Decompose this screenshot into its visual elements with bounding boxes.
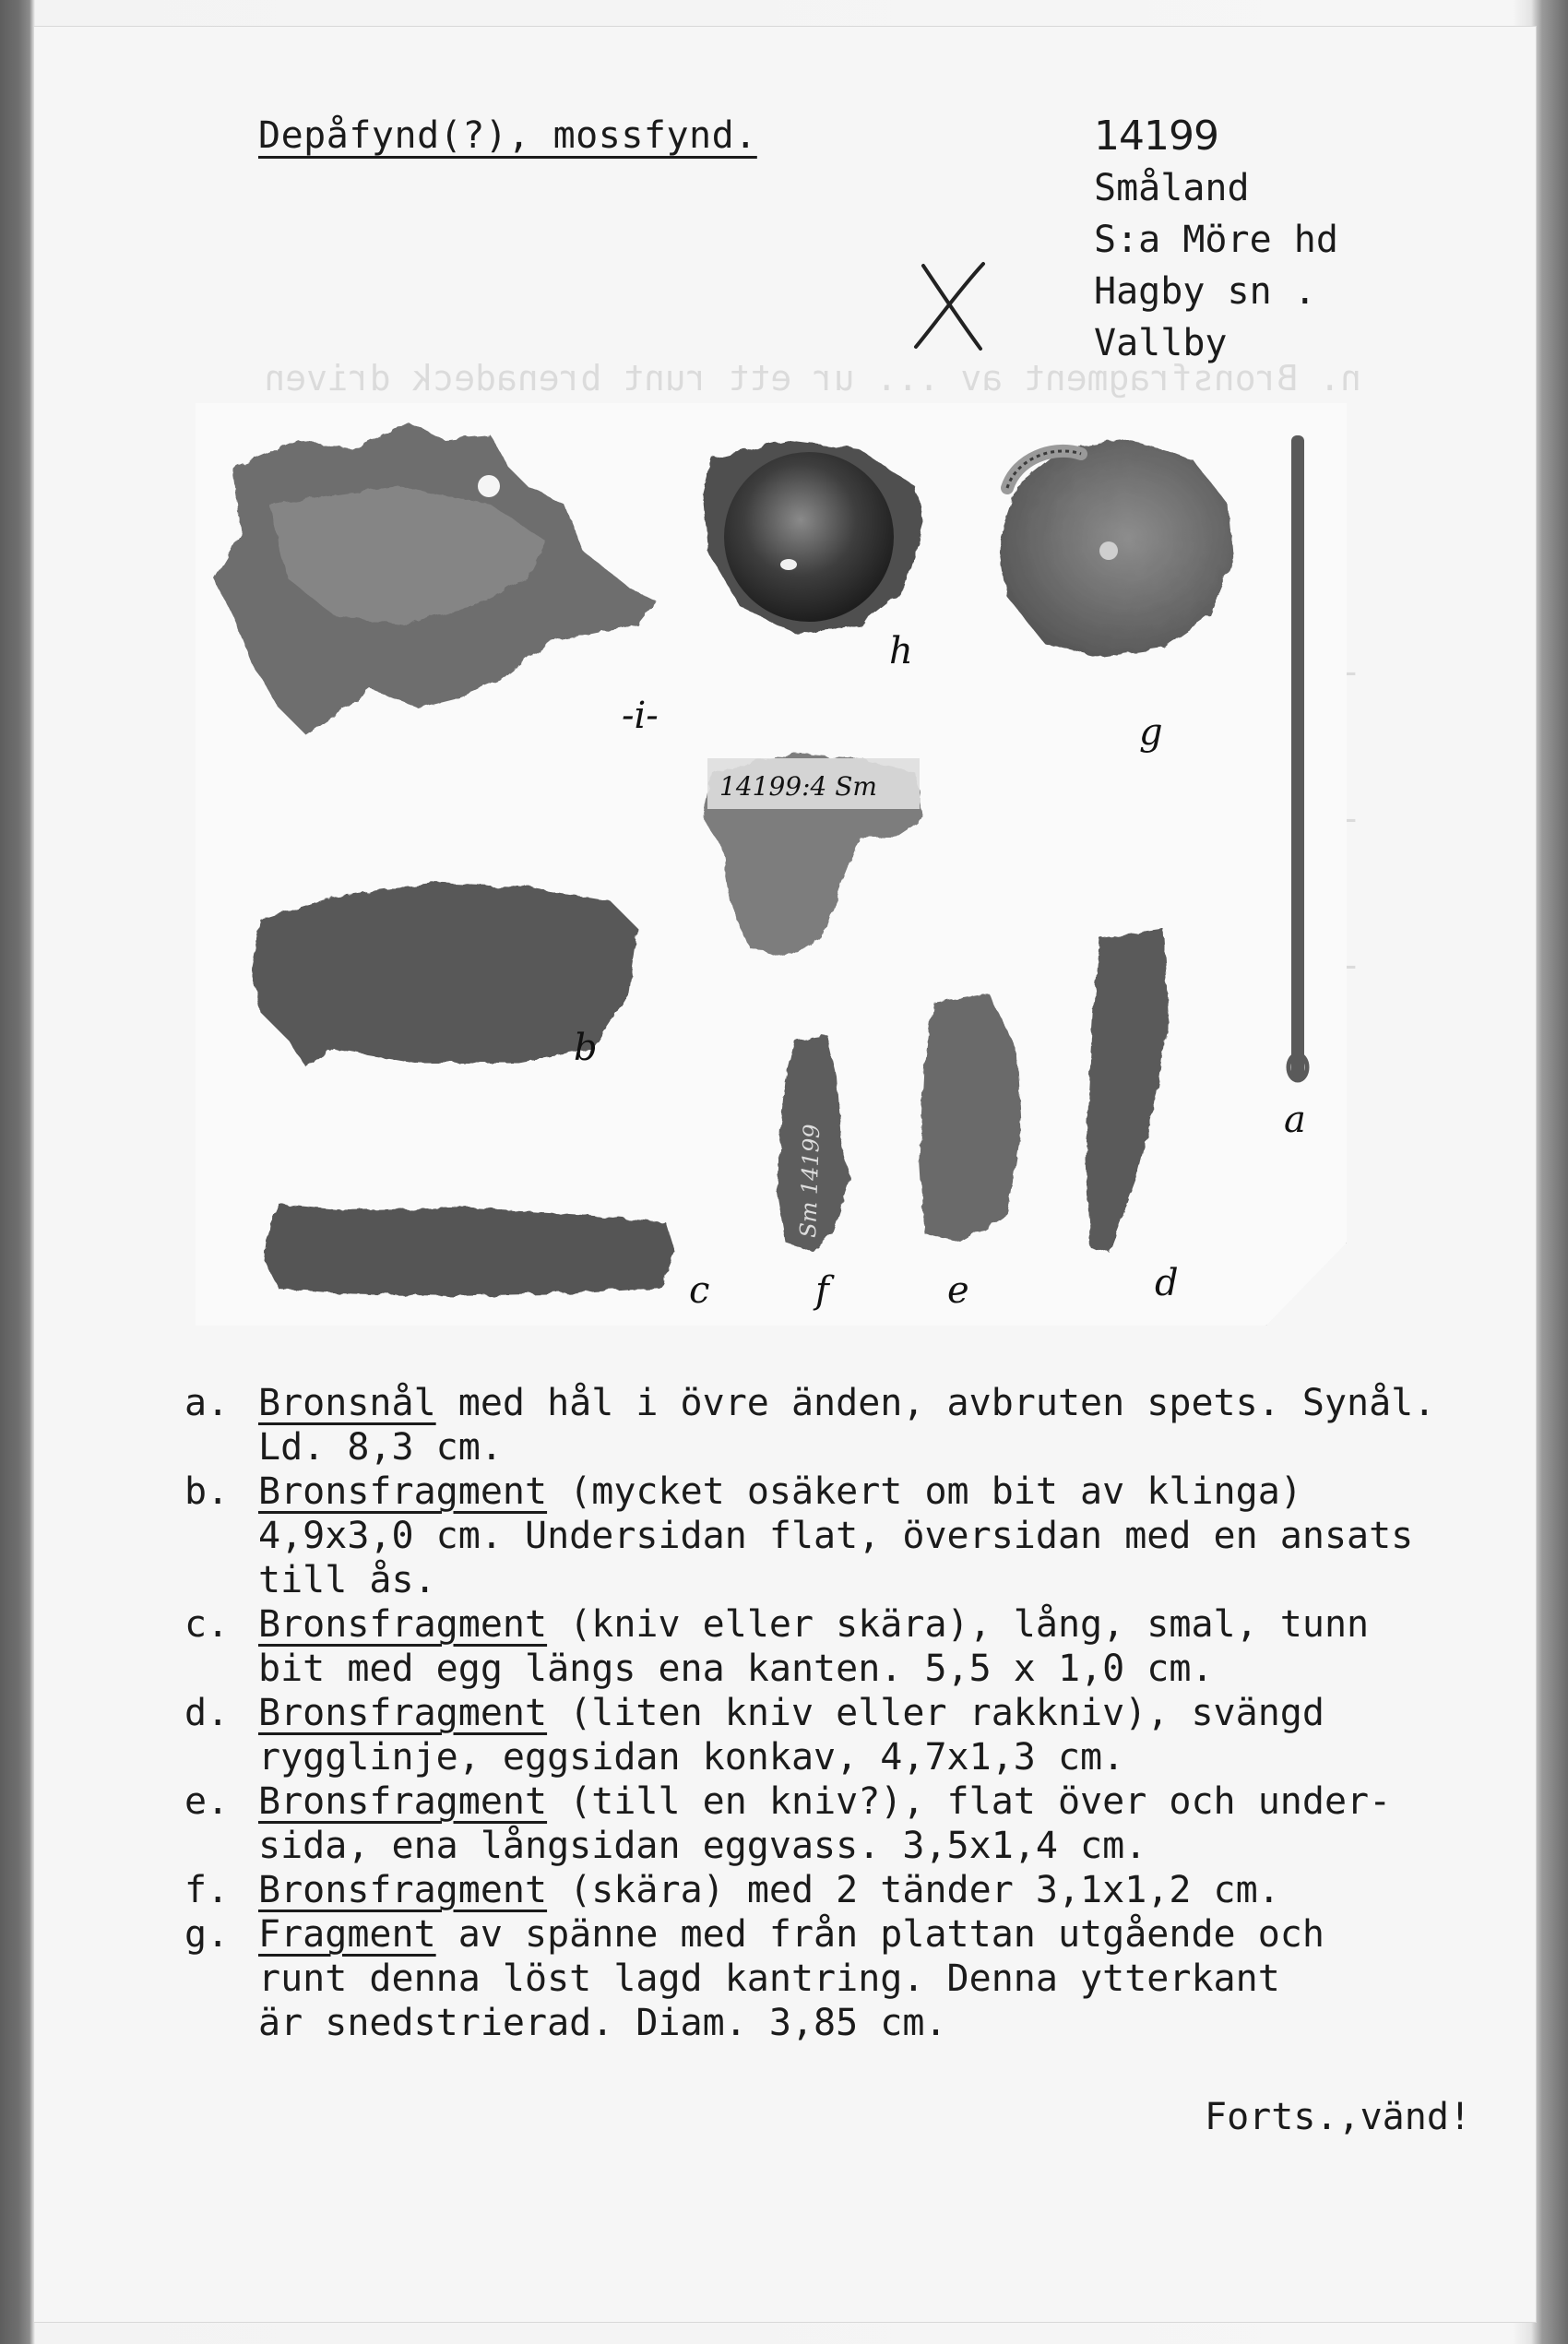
item-letter: b. (184, 1470, 230, 1513)
item-line: runt denna löst lagd kantring. Denna ytterkant (258, 1957, 1280, 2000)
item-a (184, 1381, 1550, 1469)
item-head: Bronsfragment (258, 1692, 548, 1734)
artifact-f (777, 1035, 850, 1252)
item-line: med hål i övre änden, avbruten spets. Synål. (435, 1382, 1436, 1424)
item-line: (till en kniv?), flat över och under- (547, 1780, 1392, 1823)
label-a: a (1284, 1099, 1306, 1141)
item-line: Ld. 8,3 cm. (258, 1426, 503, 1469)
photo-tag-f: Sm 14199 (795, 1124, 826, 1239)
handwritten-x-mark (896, 256, 1006, 358)
catalog-number: 14199 (1094, 113, 1218, 160)
item-letter: e. (184, 1780, 230, 1823)
label-f: f (815, 1269, 829, 1312)
item-line: av spänne med från plattan utgående och (435, 1913, 1324, 1956)
province: Småland (1094, 167, 1250, 209)
item-letter: d. (184, 1692, 230, 1734)
item-letter: c. (184, 1603, 230, 1646)
item-line: till ås. (258, 1559, 436, 1601)
artifact-a (1289, 435, 1307, 1081)
parish: Hagby sn . (1094, 270, 1316, 313)
item-head: Bronsfragment (258, 1603, 548, 1646)
artifact-c (265, 1204, 675, 1296)
item-letter: g. (184, 1913, 230, 1956)
artifact-g (998, 440, 1233, 657)
item-line: (skära) med 2 tänder 3,1x1,2 cm. (547, 1869, 1280, 1911)
item-g (184, 1912, 1550, 2045)
item-head: Bronsfragment (258, 1780, 548, 1823)
item-head: Bronsfragment (258, 1470, 548, 1513)
label-g: g (1139, 711, 1163, 754)
item-line: (mycket osäkert om bit av klinga) (547, 1470, 1302, 1513)
item-line: är snedstrierad. Diam. 3,85 cm. (258, 2002, 947, 2044)
artifact-tagged-fragment (703, 754, 924, 957)
item-e (184, 1779, 1550, 1868)
label-b: b (574, 1027, 598, 1069)
catalog-info (1094, 111, 1338, 369)
label-e: e (947, 1269, 969, 1312)
item-line: bit med egg längs ena kanten. 5,5 x 1,0 cm. (258, 1648, 1214, 1690)
bleed-through-line: n. Bronsfragment av ... ur ett runt brenadeck driven (264, 358, 1361, 399)
photo-tag-h: 14199:4 Sm (719, 771, 877, 802)
artifact-photograph (196, 403, 1347, 1326)
item-head: Bronsnål (258, 1382, 436, 1424)
item-line: 4,9x3,0 cm. Undersidan flat, översidan med en ansats (258, 1515, 1414, 1557)
label-c: c (689, 1269, 710, 1312)
item-line: (kniv eller skära), lång, smal, tunn (547, 1603, 1370, 1646)
site: Vallby (1094, 322, 1228, 364)
artifact-i (214, 422, 657, 735)
item-line: (liten kniv eller rakkniv), svängd (547, 1692, 1324, 1734)
continued-note: Forts.,vänd! (1205, 2096, 1471, 2138)
item-letter: a. (184, 1382, 230, 1424)
bleed-through-line: - (1340, 945, 1361, 985)
label-h: h (889, 630, 913, 672)
item-line: sida, ena långsidan eggvass. 3,5x1,4 cm. (258, 1825, 1147, 1867)
item-b (184, 1469, 1550, 1602)
artifact-e (920, 994, 1021, 1243)
artifact-d (1086, 929, 1169, 1252)
item-d (184, 1691, 1550, 1779)
find-type-heading: Depåfynd(?), mossfynd. (258, 114, 757, 157)
item-letter: f. (184, 1869, 230, 1911)
label-i: -i- (622, 695, 659, 737)
item-head: Bronsfragment (258, 1869, 548, 1911)
item-f (184, 1868, 1550, 1912)
artifact-photo-drawing (196, 403, 1347, 1326)
item-head: Fragment (258, 1913, 436, 1956)
item-c (184, 1602, 1550, 1691)
district: S:a Möre hd (1094, 219, 1338, 261)
item-descriptions (184, 1381, 1550, 2045)
item-line: rygglinje, eggsidan konkav, 4,7x1,3 cm. (258, 1736, 1125, 1779)
label-d: d (1155, 1262, 1179, 1304)
artifact-h (703, 440, 924, 634)
